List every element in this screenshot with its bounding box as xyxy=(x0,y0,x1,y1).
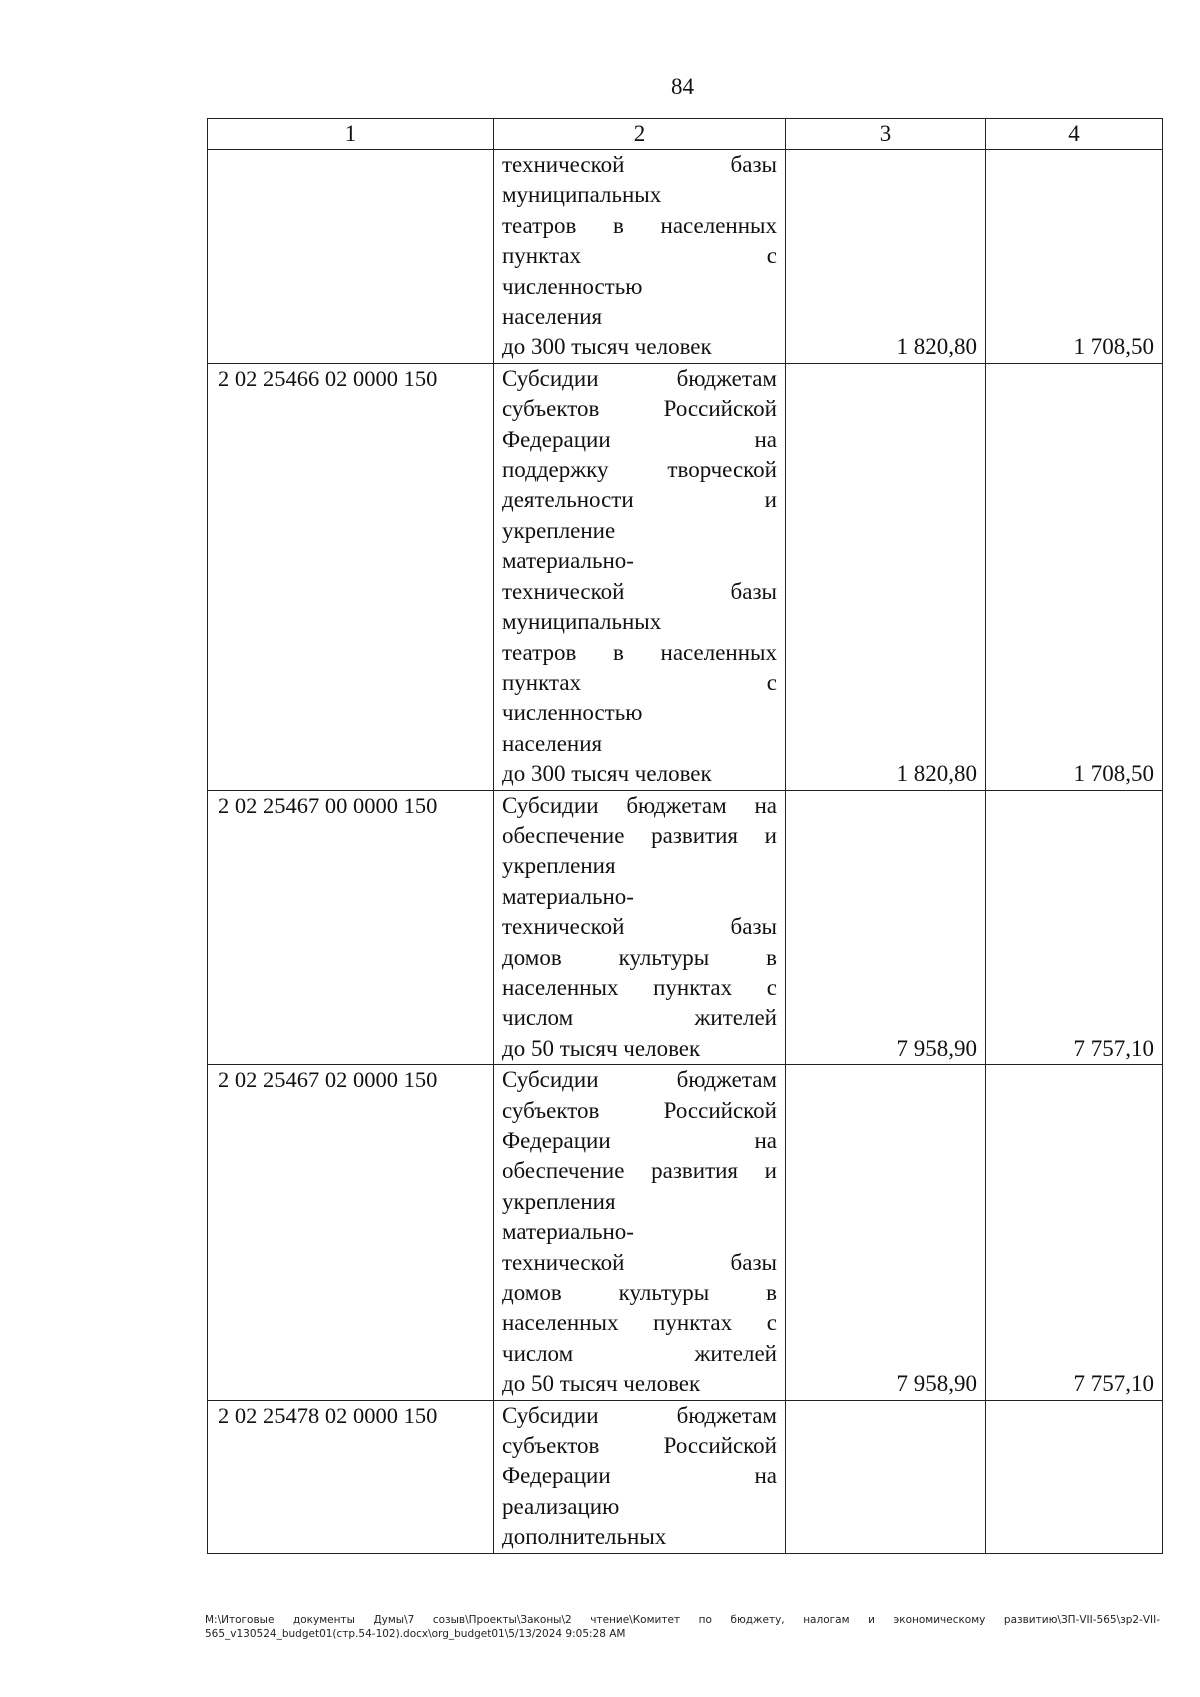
description-line: числом жителей xyxy=(502,1005,777,1031)
budget-code-cell xyxy=(208,150,494,364)
amount-col-4-cell: 7 757,10 xyxy=(986,790,1163,1065)
description-line: Федерации на xyxy=(502,1463,777,1489)
description-line: до 50 тысяч человек xyxy=(502,1371,701,1397)
table-header-row xyxy=(208,119,1163,150)
description-line: деятельности и xyxy=(502,487,777,513)
description-line: технической базы xyxy=(502,914,777,940)
description-line: материально- xyxy=(502,548,634,574)
description-line: обеспечение развития и xyxy=(502,822,777,848)
description-cell xyxy=(494,150,786,364)
description-line: технической базы xyxy=(502,152,777,177)
description-line: населенных пунктах с xyxy=(502,1310,777,1336)
description-line: материально- xyxy=(502,1219,634,1245)
description-line: Субсидии бюджетам xyxy=(502,365,777,391)
description-line: дополнительных xyxy=(502,1524,667,1550)
budget-code-cell: 2 02 25467 02 0000 150 xyxy=(208,1065,494,1400)
table-row xyxy=(208,1065,1163,1400)
description-line: пунктах с xyxy=(502,669,777,695)
description-line: материально- xyxy=(502,883,634,909)
description-line: укрепления xyxy=(502,1188,616,1214)
description-line: Субсидии бюджетам на xyxy=(502,792,777,818)
amount-col-3-cell: 7 958,90 xyxy=(786,1065,986,1400)
description-line: поддержку творческой xyxy=(502,457,777,483)
header-col-4: 4 xyxy=(986,119,1163,150)
budget-code-cell: 2 02 25478 02 0000 150 xyxy=(208,1400,494,1553)
description-line: укрепления xyxy=(502,853,616,879)
header-col-3: 3 xyxy=(786,119,986,150)
amount-col-3-cell: 1 820,80 xyxy=(786,150,986,364)
page-number: 84 xyxy=(671,74,694,99)
header-col-1: 1 xyxy=(208,119,494,150)
description-cell xyxy=(494,790,786,1065)
description-line: до 50 тысяч человек xyxy=(502,1035,701,1061)
description-line: домов культуры в xyxy=(502,944,777,970)
description-cell xyxy=(494,363,786,790)
description-line: Федерации на xyxy=(502,1128,777,1153)
description-line: технической базы xyxy=(502,578,777,604)
description-line: населения xyxy=(502,304,603,330)
amount-col-4-cell: 1 708,50 xyxy=(986,150,1163,364)
description-line: муниципальных xyxy=(502,609,662,635)
description-line: численностью xyxy=(502,700,643,726)
description-line: субъектов Российской xyxy=(502,1433,777,1459)
description-line: численностью xyxy=(502,273,643,299)
description-cell xyxy=(494,1400,786,1553)
description-line: до 300 тысяч человек xyxy=(502,334,712,360)
description-line: театров в населенных xyxy=(502,639,777,665)
amount-col-3-cell: 1 820,80 xyxy=(786,363,986,790)
amount-col-4-cell: 1 708,50 xyxy=(986,363,1163,790)
description-line: муниципальных xyxy=(502,182,662,208)
description-line: субъектов Российской xyxy=(502,396,777,422)
table-row xyxy=(208,150,1163,364)
description-line: населения xyxy=(502,730,603,756)
description-line: Субсидии бюджетам xyxy=(502,1067,777,1093)
description-line: пунктах с xyxy=(502,243,777,269)
amount-col-4-cell xyxy=(986,1400,1163,1553)
description-line: до 300 тысяч человек xyxy=(502,761,712,787)
description-line: Субсидии бюджетам xyxy=(502,1402,777,1428)
table-row xyxy=(208,363,1163,790)
amount-col-3-cell xyxy=(786,1400,986,1553)
description-line: Федерации на xyxy=(502,426,777,452)
description-line: обеспечение развития и xyxy=(502,1158,777,1184)
description-line: укрепление xyxy=(502,517,616,543)
table-row xyxy=(208,790,1163,1065)
amount-col-3-cell: 7 958,90 xyxy=(786,790,986,1065)
budget-table xyxy=(207,118,1163,1554)
description-line: технической базы xyxy=(502,1249,777,1275)
budget-code-cell: 2 02 25466 02 0000 150 xyxy=(208,363,494,790)
description-line: субъектов Российской xyxy=(502,1097,777,1123)
document-file-path-footer: M:\Итоговые документы Думы\7 созыв\Проекты\Законы\2 чтение\Комитет по бюджету, налогам и экономическому развитию\ЗП-VII-565\зр2-VII-565_v130524_budget01(стр.54-102).docx\org_budget01\5/13/2024 9:05:28 AM xyxy=(205,1614,1160,1640)
description-line: населенных пунктах с xyxy=(502,974,777,1000)
description-line: числом жителей xyxy=(502,1340,777,1366)
description-line: театров в населенных xyxy=(502,212,777,238)
table-row xyxy=(208,1400,1163,1553)
budget-code-cell: 2 02 25467 00 0000 150 xyxy=(208,790,494,1065)
description-line: домов культуры в xyxy=(502,1280,777,1306)
amount-col-4-cell: 7 757,10 xyxy=(986,1065,1163,1400)
header-col-2: 2 xyxy=(494,119,786,150)
description-cell xyxy=(494,1065,786,1400)
description-line: реализацию xyxy=(502,1493,620,1519)
